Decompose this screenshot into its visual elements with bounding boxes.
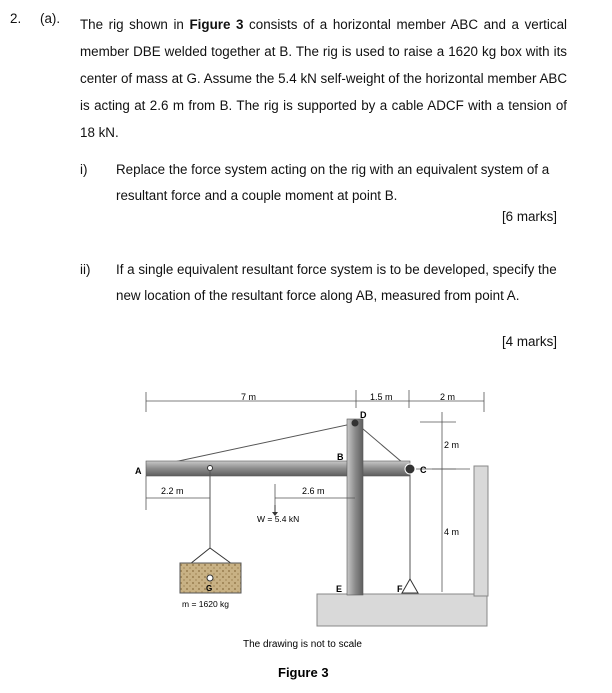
label-f: F: [397, 584, 403, 594]
label-d: D: [360, 410, 367, 420]
pin-d: [352, 420, 359, 427]
figure-reference: Figure 3: [189, 17, 244, 32]
subquestion-ii-marks: [4 marks]: [501, 334, 557, 349]
intro-text-2: consists of a horizontal member ABC and a vertical member DBE welded together at B. The rig is used to raise a 1620 kg box with its center of mass at G. Assume the 5.4 kN self-weight of the horizontal member ABC is acting at 2.6 m from B. The rig is supported by a cable ADCF with a tension of 18 kN.: [80, 17, 567, 140]
dim-2m-top: 2 m: [440, 392, 456, 402]
label-e: E: [336, 584, 343, 594]
mass-label: m = 1620 kg: [182, 599, 230, 609]
center-of-mass-g: [207, 575, 213, 581]
dim-7m: 7 m: [241, 392, 257, 402]
member-dbe: [347, 419, 363, 595]
dim-4m: 4 m: [444, 527, 460, 537]
subquestion-ii-text: If a single equivalent resultant force system is to be developed, specify the new location of the resultant force along AB, measured from point A.: [116, 262, 557, 303]
hook-point: [208, 466, 213, 471]
dim-2-6m: 2.6 m: [302, 486, 325, 496]
ground-base: [317, 594, 487, 626]
anchor-f: [402, 579, 418, 593]
subquestion-i-number: i): [80, 162, 88, 177]
scale-note: The drawing is not to scale: [243, 639, 362, 650]
label-c: C: [420, 465, 427, 475]
dim-2m-vertical: 2 m: [444, 440, 460, 450]
weight-label: W = 5.4 kN: [257, 514, 300, 524]
box-sling: [190, 548, 232, 564]
question-number: 2.: [10, 11, 22, 26]
member-abc: [146, 461, 410, 476]
dim-2-2m: 2.2 m: [161, 486, 184, 496]
subquestion-i-marks: [6 marks]: [501, 209, 557, 224]
question-part: (a).: [40, 11, 61, 26]
support-wall: [474, 466, 488, 596]
subquestion-ii-number: ii): [80, 262, 91, 277]
dim-1-5m: 1.5 m: [370, 392, 393, 402]
label-g: G: [206, 584, 213, 593]
figure-caption: Figure 3: [278, 665, 329, 680]
cable-adcf: [146, 423, 410, 587]
label-a: A: [135, 466, 142, 476]
label-b: B: [337, 452, 344, 462]
intro-text-1: The rig shown in: [80, 17, 190, 32]
pin-c: [405, 464, 415, 474]
subquestion-i-text: Replace the force system acting on the rig with an equivalent system of a resultant force and a couple moment at point B.: [116, 162, 550, 203]
